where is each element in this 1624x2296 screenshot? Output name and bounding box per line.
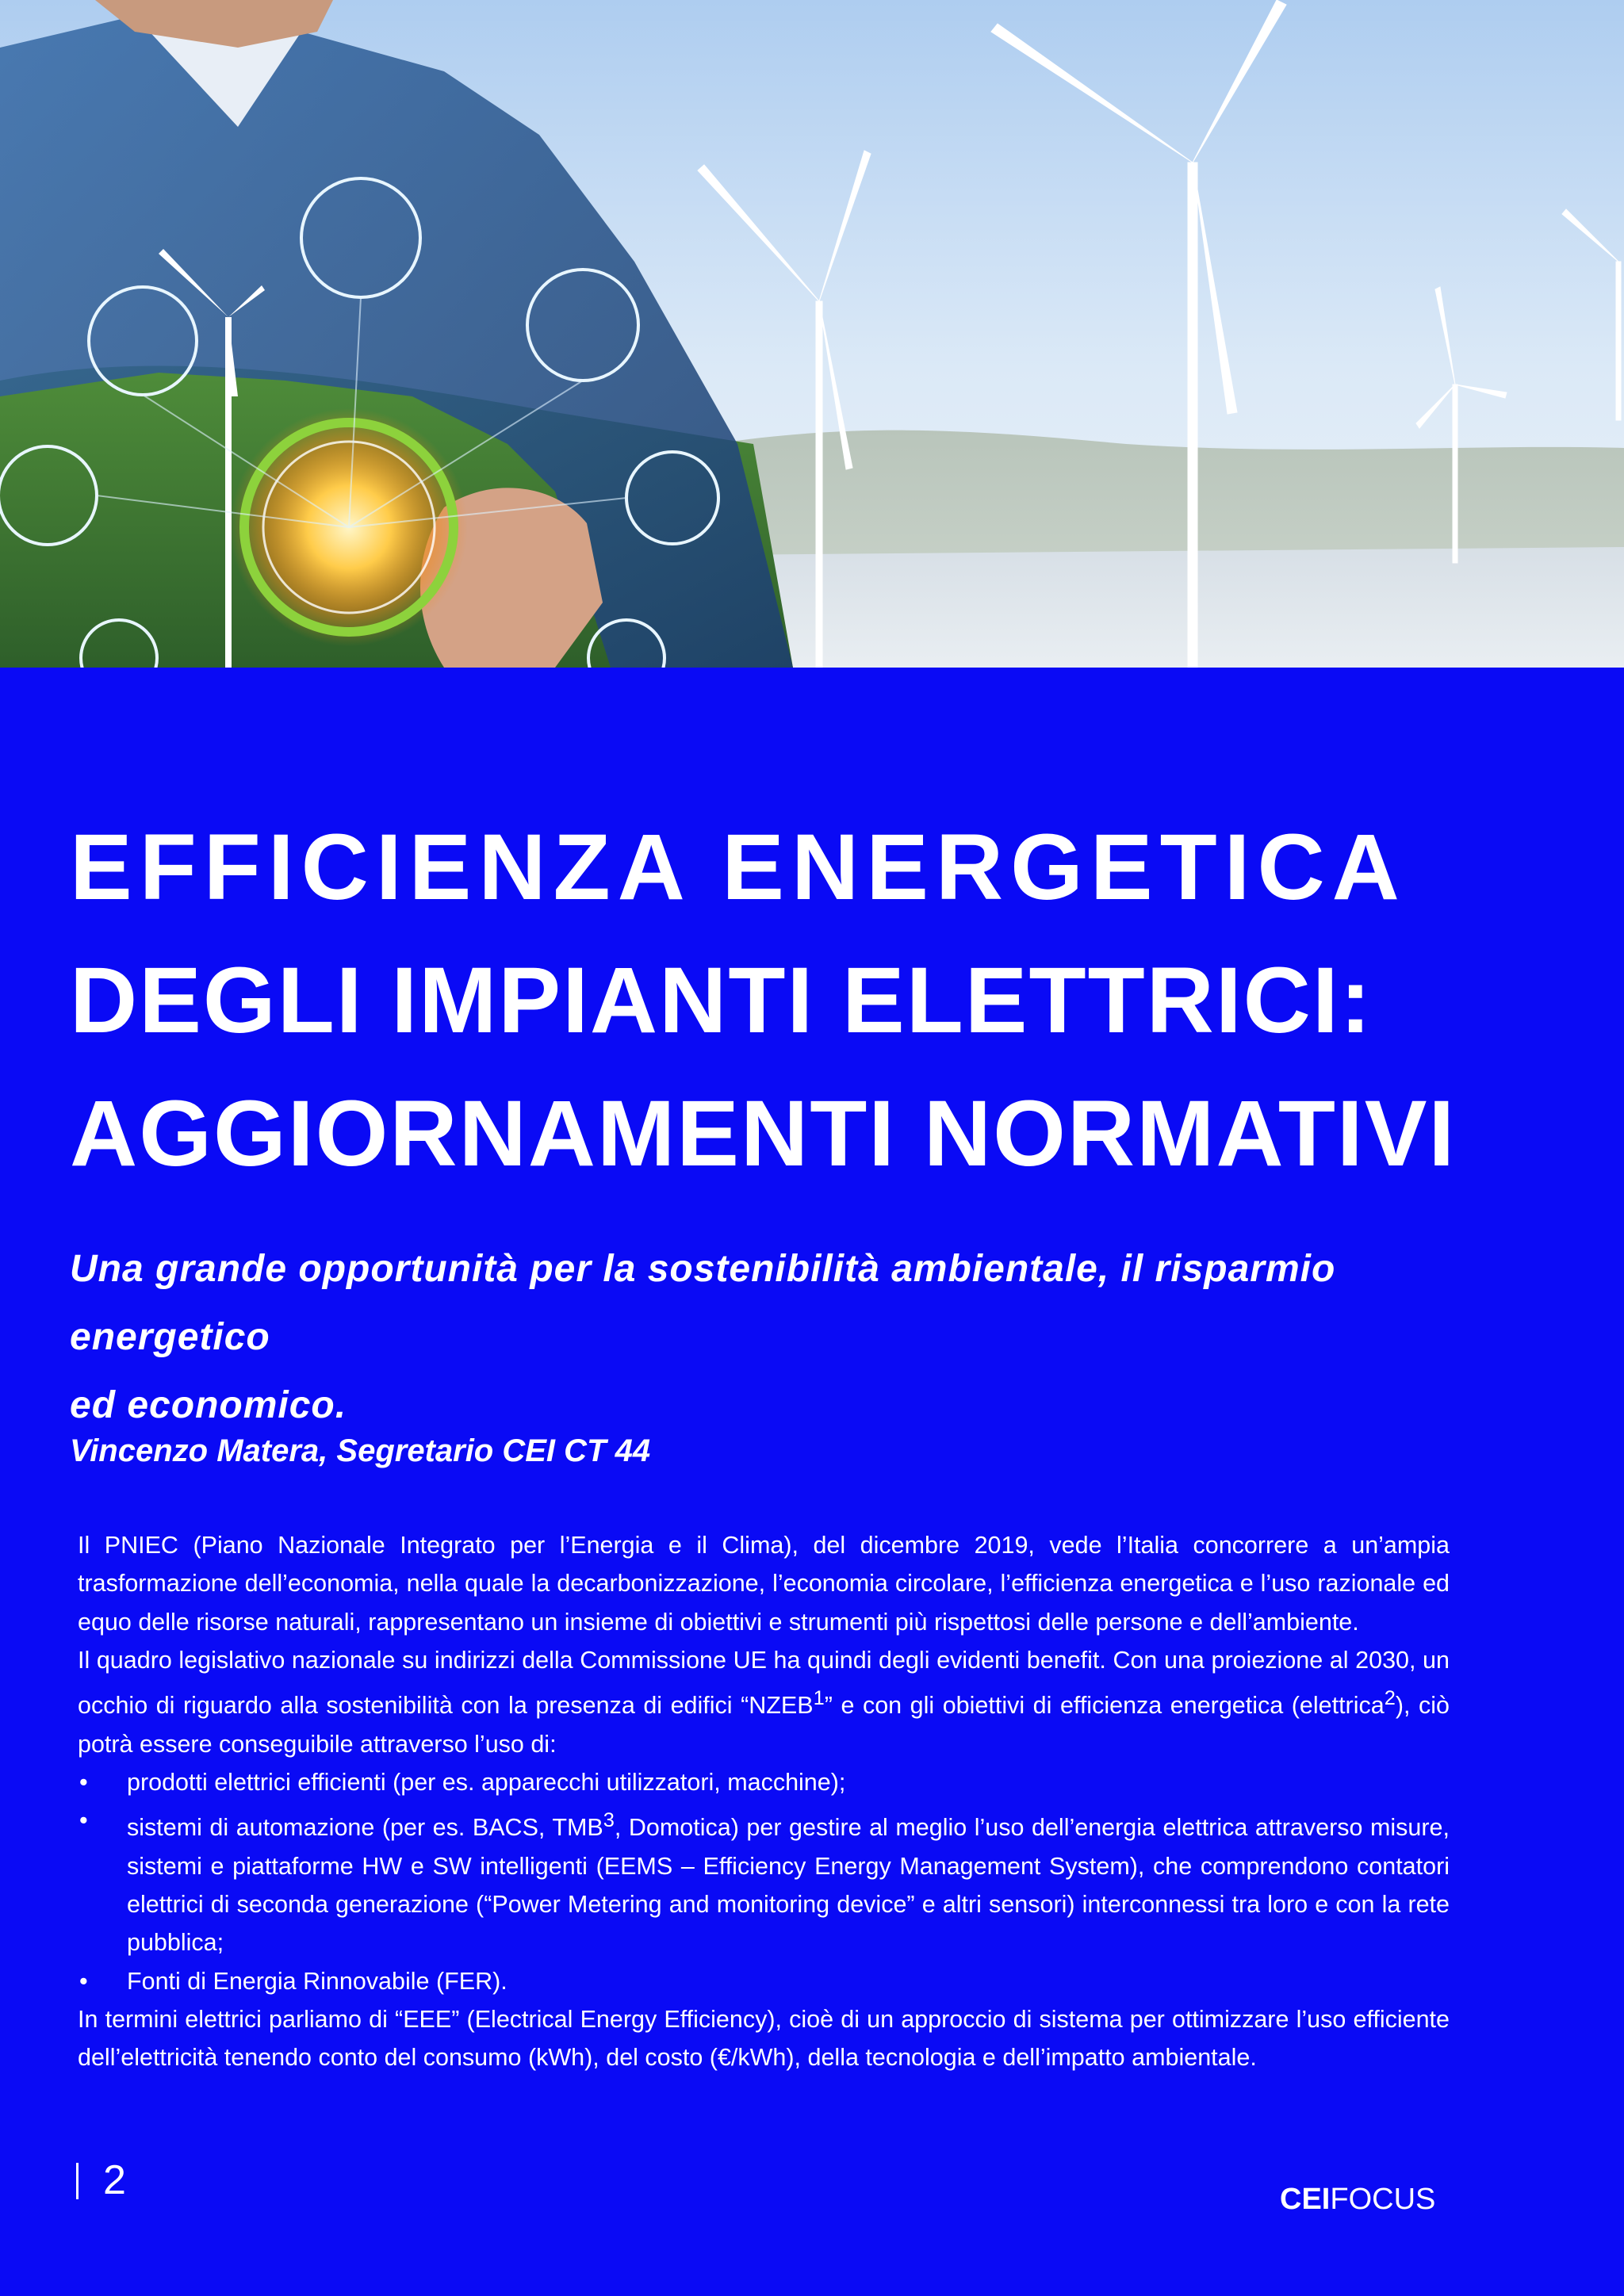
list-item-text: Fonti di Energia Rinnovabile (FER). xyxy=(127,1967,508,1995)
list-item-text-part-a: sistemi di automazione (per es. BACS, TMB xyxy=(127,1814,603,1842)
article-title xyxy=(70,801,1592,1200)
author-byline: Vincenzo Matera, Segretario CEI CT 44 xyxy=(70,1433,651,1468)
title-line-2: DEGLI IMPIANTI ELETTRICI: xyxy=(70,948,1373,1053)
list-item-text-part-b: , Domotica) per gestire al meglio l’uso dell’energia elettrica attraverso misure, sistemi e piattaforme HW e SW intelligenti (EEMS – Efficiency Energy Management System), che comprendono contatori elettrici di seconda generazione (“Power Metering and monitoring device” e altri sensori) interconnessi tra loro e con la rete pubblica; xyxy=(127,1814,1450,1957)
article-body xyxy=(78,1526,1450,2076)
footnote-ref-2: 2 xyxy=(1384,1687,1396,1710)
bullet-marker: • xyxy=(79,1768,88,1796)
subtitle-line-2: ed economico. xyxy=(70,1384,347,1426)
bullet-marker: • xyxy=(79,1807,88,1835)
hero-image xyxy=(0,0,1624,668)
paragraph-2-part-a: Il quadro legislativo nazionale su indirizzi della Commissione UE ha quindi degli evidenti benefit. Con una proiezione al 2030, un occhio di riguardo alla sostenibilità con la presenza di edifici “NZEB xyxy=(78,1646,1450,1720)
page-number-divider xyxy=(76,2163,79,2199)
brand-bold: CEI xyxy=(1280,2183,1331,2216)
page-number: 2 xyxy=(103,2157,126,2203)
bullet-marker: • xyxy=(79,1967,88,1995)
list-item-text: prodotti elettrici efficienti (per es. apparecchi utilizzatori, macchine); xyxy=(127,1768,846,1796)
bullet-list xyxy=(78,1763,1450,2000)
article-subtitle xyxy=(70,1235,1545,1440)
paragraph-2 xyxy=(78,1641,1450,1763)
list-item xyxy=(78,1962,1450,2000)
paragraph-2-part-c: ), ciò potrà essere conseguibile attraverso l’uso di: xyxy=(78,1692,1450,1758)
list-item xyxy=(78,1763,1450,1801)
paragraph-2-part-b: ” e con gli obiettivi di efficienza energetica (elettrica xyxy=(824,1692,1385,1720)
title-line-3: AGGIORNAMENTI NORMATIVI xyxy=(70,1081,1457,1186)
footnote-ref-1: 1 xyxy=(813,1687,825,1710)
subtitle-line-1: Una grande opportunità per la sostenibilità ambientale, il risparmio energetico xyxy=(70,1248,1336,1358)
paragraph-1: Il PNIEC (Piano Nazionale Integrato per l’Energia e il Clima), del dicembre 2019, vede l’Italia concorrere a un’ampia trasformazione dell’economia, nella quale la decarbonizzazione, l’economia circolare, l’efficienza energetica e l’uso razionale ed equo delle risorse naturali, rappresentano un insieme di obiettivi e strumenti più rispettosi delle persone e dell’ambiente. xyxy=(78,1532,1450,1636)
brand-regular: FOCUS xyxy=(1330,2183,1436,2216)
paragraph-3: In termini elettrici parliamo di “EEE” (Electrical Energy Efficiency), cioè di un approccio di sistema per ottimizzare l’uso efficiente dell’elettricità tenendo conto del consumo (kWh), del costo (€/kWh), della tecnologia e dell’impatto ambientale. xyxy=(78,2005,1450,2072)
title-line-1: EFFICIENZA ENERGETICA xyxy=(70,815,1407,920)
footnote-ref-3: 3 xyxy=(603,1809,615,1832)
publication-brand xyxy=(1280,2182,1435,2217)
list-item xyxy=(78,1801,1450,1961)
